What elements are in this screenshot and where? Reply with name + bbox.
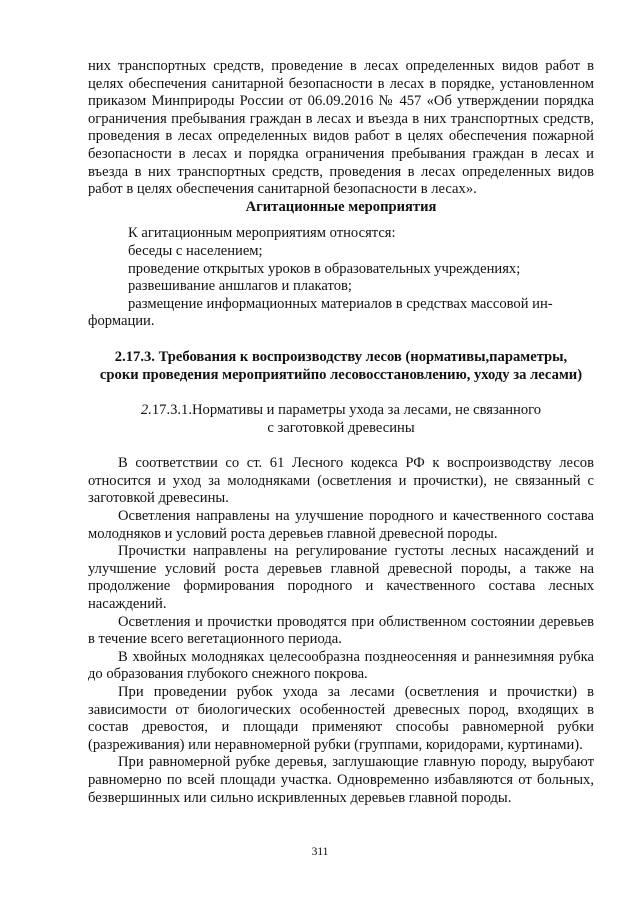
subsection-heading-line1: [88, 402, 594, 420]
subsection-heading-line2: с заготовкой древесины: [267, 419, 415, 436]
agitation-item-1: беседы с населением;: [128, 242, 263, 259]
page-number: 311: [311, 846, 329, 858]
subsection-num: 2.: [140, 402, 152, 419]
body-paragraph: В хвойных молодняках целесообразна позднеосенняя и раннезимняя рубка до образования глубокого снежного покрова.: [88, 648, 594, 683]
section-heading-line2: сроки проведения мероприятийпо лесовосстановлению, уходу за лесами): [99, 366, 583, 383]
agitation-item-2: проведение открытых уроков в образовательных учреждениях;: [128, 260, 521, 277]
agitation-lead: К агитационным мероприятиям относятся:: [128, 225, 396, 242]
body-paragraph: Осветления направлены на улучшение породного и качественного состава молодняков и условий роста деревьев главной древесной породы.: [88, 508, 594, 542]
subsection-title: 17.3.1.Нормативы и параметры ухода за лесами, не связанного: [151, 402, 542, 419]
agitation-item-4: размещение информационных материалов в средствах массовой ин-: [128, 295, 553, 312]
body-paragraph: При проведении рубок ухода за лесами (осветления и прочистки) в зависимости от биологических особенностей древесных пород, входящих в состав древостоя, и площади применяют способы равномерной рубки (разреживания) или неравномерной рубки (группами, коридорами, куртинами).: [88, 684, 594, 753]
agitation-item-4-cont: формации.: [88, 313, 155, 330]
body-paragraph: При равномерной рубке деревья, заглушающие главную породу, вырубают равномерно по всей площади участка. Одновременно избавляются от больных, безвершинных или сильно искривленных деревьев главной породы.: [88, 754, 594, 806]
agitation-item-3: развешивание аншлагов и плакатов;: [128, 278, 352, 295]
body-paragraph: Осветления и прочистки проводятся при облиственном состоянии деревьев в течение всего вегетационного периода.: [88, 613, 594, 648]
heading-agitation: Агитационные мероприятия: [245, 198, 437, 215]
section-heading-line1: 2.17.3. Требования к воспроизводству лесов (нормативы,параметры,: [114, 348, 568, 365]
body-paragraph: В соответствии со ст. 61 Лесного кодекса РФ к воспроизводству лесов относится и уход за молодняками (осветления и прочистки), не связанный с заготовкой древесины.: [88, 455, 594, 507]
body-paragraph: Прочистки направлены на регулирование густоты лесных насаждений и улучшение условий роста деревьев главной древесной породы, а также на продолжение формирования породного и качественного состава лесных насаждений.: [88, 543, 594, 613]
intro-paragraph: них транспортных средств, проведение в лесах определенных видов работ в целях обеспечения санитарной безопасности в лесах в порядке, установленном приказом Минприроды России от 06.09.2016 № 457 «Об утверждении порядка ограничения пребывания граждан в лесах и въезда в них транспортных средств, проведения в лесах определенных видов работ в целях обеспечения пожарной безопасности в лесах и порядка ограничения пребывания граждан в лесах и въезда в них транспортных средств, проведения в лесах определенных видов работ в целях обеспечения санитарной безопасности в лесах».: [88, 58, 594, 198]
page-content: [88, 58, 594, 807]
